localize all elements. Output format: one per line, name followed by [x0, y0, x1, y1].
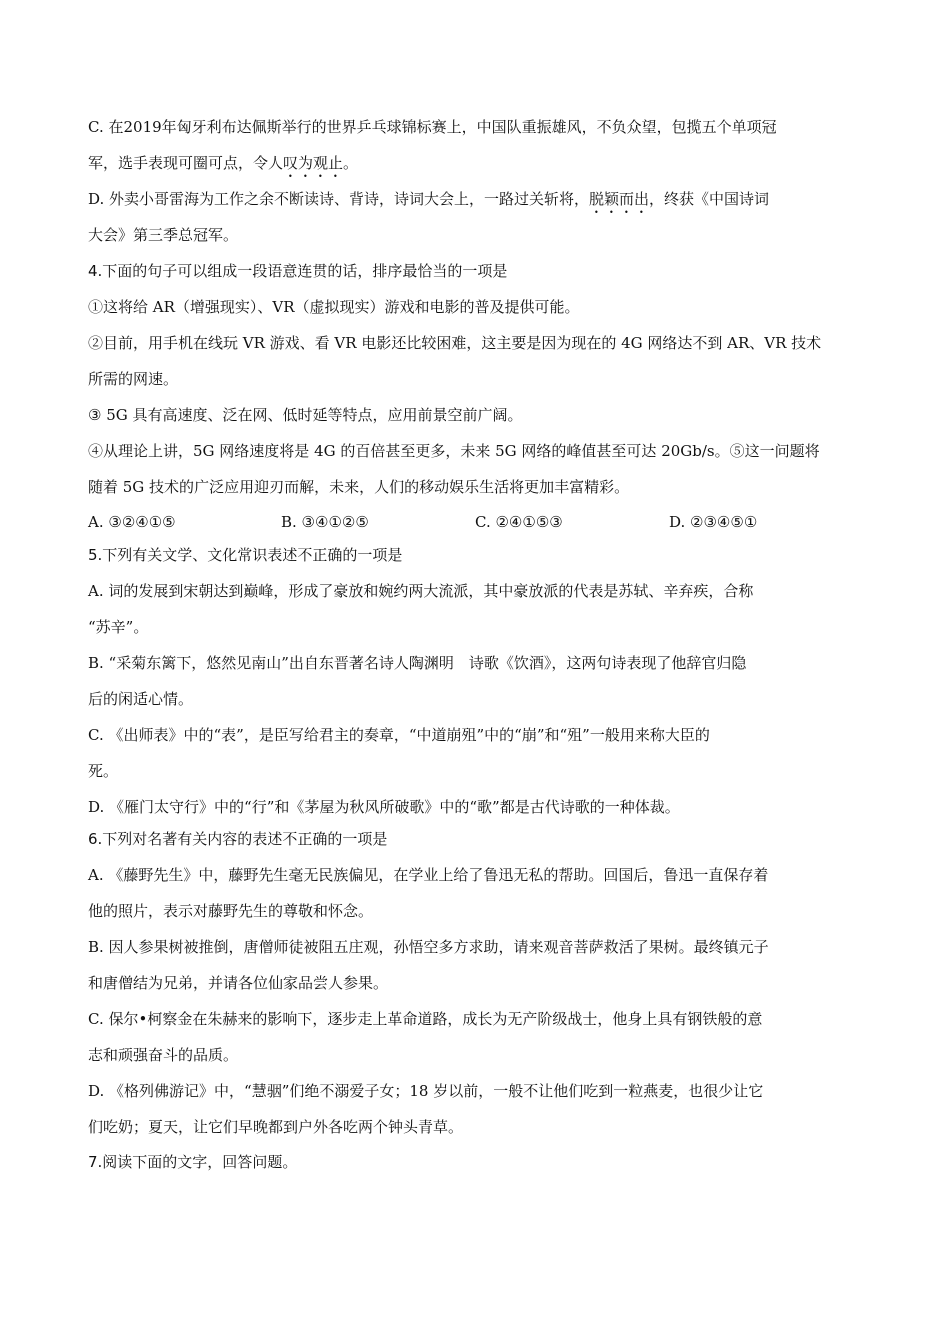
q5-option-a-line1: A. 词的发展到宋朝达到巅峰，形成了豪放和婉约两大流派，其中豪放派的代表是苏轼、辛弃疾，合称 [88, 582, 754, 600]
q6-option-a-line1: A. 《藤野先生》中，藤野先生毫无民族偏见，在学业上给了鲁迅无私的帮助。回国后，鲁迅一直保存着 [88, 866, 769, 884]
q4-option-c: C. ②④①⑤③ [475, 513, 563, 531]
q6-option-c-line2: 志和顽强奋斗的品质。 [88, 1046, 239, 1064]
q4-sentence-1: ①这将给 AR（增强现实）、VR（虚拟现实）游戏和电影的普及提供可能。 [88, 298, 580, 316]
q4-sentence-2-line2: 所需的网速。 [88, 370, 179, 388]
q5-option-d-line1: D. 《雁门太守行》中的“行”和《茅屋为秋风所破歌》中的“歌”都是古代诗歌的一种体裁。 [88, 798, 680, 816]
q3-option-c-line2 [88, 153, 358, 181]
text: ，终获《中国诗词 [649, 190, 770, 208]
text: 。 [343, 154, 359, 172]
q6-option-d-line2: 们吃奶；夏天，让它们早晚都到户外各吃两个钟头青草。 [88, 1118, 464, 1136]
q4-option-b: B. ③④①②⑤ [281, 513, 369, 531]
q4-option-d: D. ②③④⑤① [669, 513, 758, 531]
q4-sentence-4-line1: ④从理论上讲，5G 网络速度将是 4G 的百倍甚至更多，未来 5G 网络的峰值甚至可达 20Gb/s。⑤这一问题将 [88, 442, 820, 460]
q6-option-c-line1: C. 保尔•柯察金在朱赫来的影响下，逐步走上革命道路，成长为无产阶级战士，他身上具有钢铁般的意 [88, 1010, 763, 1028]
emphasized-idiom: 叹为观止 [283, 154, 344, 172]
q5-title: 5.下列有关文学、文化常识表述不正确的一项是 [88, 546, 403, 564]
q5-option-b-line1: B. “采菊东篱下，悠然见南山”出自东晋著名诗人陶渊明 诗歌《饮酒》，这两句诗表现了他辞官归隐 [88, 654, 747, 672]
q4-option-a: A. ③②④①⑤ [88, 513, 176, 531]
q5-option-c-line2: 死。 [88, 762, 119, 780]
q5-option-b-line2: 后的闲适心情。 [88, 690, 194, 708]
text: 军，选手表现可圈可点，令人 [88, 154, 284, 172]
q5-option-a-line2: “苏辛”。 [88, 618, 149, 636]
q5-option-c-line1: C. 《出师表》中的“表”，是臣写给君主的奏章，“中道崩殂”中的“崩”和“殂”一般用来称大臣的 [88, 726, 710, 744]
q6-option-b-line2: 和唐僧结为兄弟，并请各位仙家品尝人参果。 [88, 974, 389, 992]
q6-option-d-line1: D. 《格列佛游记》中，“慧骃”们绝不溺爱子女；18 岁以前，一般不让他们吃到一粒燕麦，也很少让它 [88, 1082, 764, 1100]
emphasized-idiom: 脱颖而出 [589, 190, 650, 208]
q3-option-d-line2: 大会》第三季总冠军。 [88, 226, 239, 244]
text: D. 外卖小哥雷海为工作之余不断读诗、背诗，诗词大会上，一路过关斩将， [88, 190, 590, 208]
q4-sentence-4-line2: 随着 5G 技术的广泛应用迎刃而解，未来，人们的移动娱乐生活将更加丰富精彩。 [88, 478, 630, 496]
q6-title: 6.下列对名著有关内容的表述不正确的一项是 [88, 830, 388, 848]
q4-sentence-2-line1: ②目前，用手机在线玩 VR 游戏、看 VR 电影还比较困难，这主要是因为现在的 4G 网络达不到 AR、VR 技术 [88, 334, 822, 352]
q3-option-c-line1: C. 在2019年匈牙利布达佩斯举行的世界乒乓球锦标赛上，中国队重振雄风，不负众望，包揽五个单项冠 [88, 118, 777, 136]
q3-option-d-line1 [88, 189, 769, 217]
q6-option-a-line2: 他的照片，表示对藤野先生的尊敬和怀念。 [88, 902, 374, 920]
q4-title: 4.下面的句子可以组成一段语意连贯的话，排序最恰当的一项是 [88, 262, 508, 280]
q6-option-b-line1: B. 因人参果树被推倒，唐僧师徒被阻五庄观，孙悟空多方求助，请来观音菩萨救活了果树。最终镇元子 [88, 938, 769, 956]
q7-title: 7.阅读下面的文字，回答问题。 [88, 1153, 298, 1171]
q4-sentence-3: ③ 5G 具有高速度、泛在网、低时延等特点，应用前景空前广阔。 [88, 406, 523, 424]
